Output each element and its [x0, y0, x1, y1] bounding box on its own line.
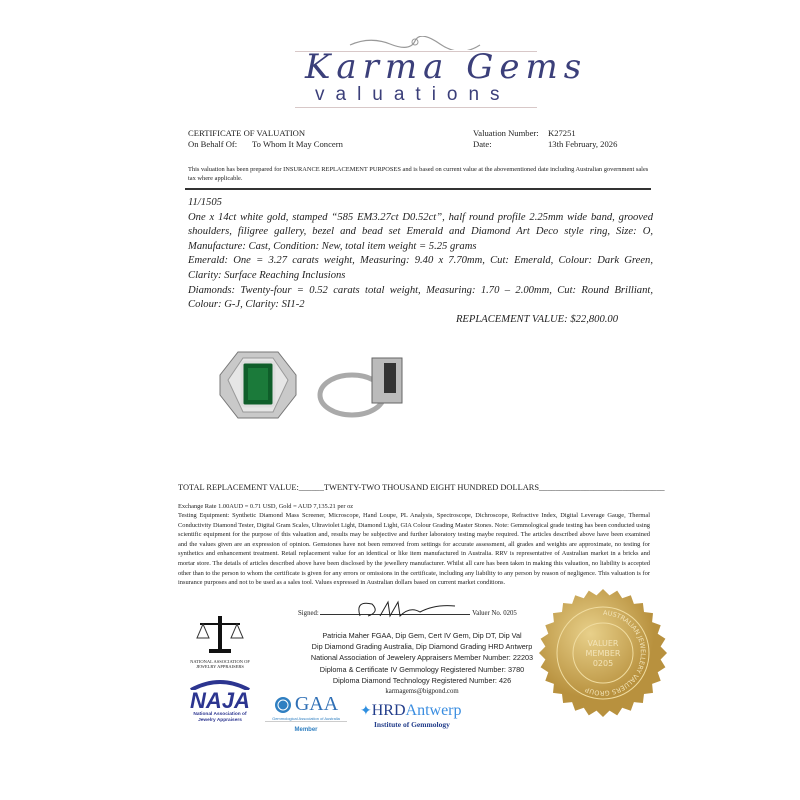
- hrd-antwerp-logo: [360, 702, 462, 729]
- logo: [285, 36, 588, 110]
- gaa-emblem-icon: [274, 696, 292, 714]
- seal-ring-text: AUSTRALIAN JEWELLERY VALUERS GROUP: [584, 608, 647, 698]
- signature-line: [298, 610, 517, 617]
- email: karmagems@bigpond.com: [385, 688, 459, 696]
- credential-line: National Association of Jewelery Appraisers Member Number: 22203: [310, 653, 534, 663]
- naja-wordmark: NAJA: [190, 688, 250, 713]
- gaa-member-label: Member: [294, 727, 318, 733]
- terms-and-conditions: Testing Equipment: Synthetic Diamond Mass Screener, Microscope, Hand Loupe, PL Analysis, Spectroscope, Dichroscope, Refractive Index, Digital Leverage Gauge, Thermal Conductivity Diamond Tester, Digital Gram Scales, Ultraviolet Light, Diamond Light, GIA Colour Grading Master Stones. Note: Gemmological grade testing has been conducted using scientific equipment for the purpose of this valuation and, results may be subjective and further laboratory testing maybe required. The articles described above have been examined and the values given are an expression of opinion. Gemstones have not been removed from settings for accurate assessment, all grades and weights are approximate, no testing for synthetics and enhancement treatment. Retail replacement value for an identical or like item manufactured in Australia. RRV is representative of Australian market in a bricks and mortar store. The details of articles described above have been disclosed by the jewellery manufacturer. Whilst all care has been taken in making this valuation, no liability is accepted other than to the person to whom the certificate is given for any errors or omissions in the certificate, including any liability to any person by reason of negligence. This valuation is for insurance purposes and not to be used as a sales tool. Values expressed in Australian dollars based on current market conditions.: [178, 512, 650, 587]
- item-description: One x 14ct white gold, stamped “585 EM3.27ct D0.52ct”, half round profile 2.25mm wide band, grooved shoulders, filigree gallery, bezel and bead set Emerald and Diamond Art Deco style ring, Size: O, Manufacture: Cast, Condition: New, total item weight = 5.25 grams: [188, 211, 653, 252]
- total-replacement-value: [178, 483, 665, 492]
- behalf-label: On Behalf Of:: [188, 139, 238, 149]
- valuation-number: K27251: [548, 128, 576, 138]
- disclaimer: This valuation has been prepared for INSURANCE REPLACEMENT PURPOSES and is based on current value at the abovementioned date including Australian government sales tax where applicable.: [188, 166, 649, 182]
- gaa-wordmark: GAA: [294, 693, 339, 715]
- exchange-rate: Exchange Rate 1.00AUD = 0.71 USD, Gold = AUD 7,135.21 per oz: [178, 503, 354, 510]
- signed-label: Signed:: [298, 610, 319, 617]
- valuer-number: Valuer No. 0205: [472, 610, 517, 617]
- gaa-logo: [265, 693, 347, 733]
- naja-caption: National Association of Jewelry Appraisers: [193, 712, 247, 723]
- naja-scales-caption: NATIONAL ASSOCIATION OF JEWELRY APPRAISERS: [190, 659, 250, 669]
- total-label: TOTAL REPLACEMENT VALUE:______: [178, 483, 324, 492]
- scales-icon: [195, 612, 245, 654]
- valuation-number-label: Valuation Number:: [473, 128, 539, 138]
- credential-line: Diploma & Certificate IV Gemmology Registered Number: 3780: [319, 664, 525, 674]
- valuer-credentials: [292, 630, 552, 697]
- total-words: TWENTY-TWO THOUSAND EIGHT HUNDRED DOLLARS______________________________: [323, 483, 665, 492]
- logo-brand: Karma Gems: [305, 47, 588, 87]
- signature-image: [350, 598, 460, 620]
- credential-line: Dip Diamond Grading Australia, Dip Diamond Grading HRD Antwerp: [311, 642, 533, 652]
- hrd-caption: Institute of Gemmology: [374, 720, 450, 729]
- emerald-details: Emerald: One = 3.27 carats weight, Measuring: 9.40 x 7.70mm, Cut: Emerald, Colour: Dark Green, Clarity: Surface Reaching Inclusions: [188, 255, 653, 281]
- behalf-value: To Whom It May Concern: [252, 139, 343, 149]
- hrd-wordmark: HRD: [371, 702, 406, 719]
- credential-line: Diploma Diamond Technology Registered Number: 426: [332, 675, 512, 685]
- divider: [185, 188, 651, 190]
- naja-scales-logo: [185, 612, 255, 669]
- replacement-value: REPLACEMENT VALUE: $22,800.00: [455, 313, 618, 325]
- item-code: 11/1505: [188, 197, 222, 208]
- gaa-caption: Gemmological Association of Australia: [265, 716, 347, 722]
- hrd-city: Antwerp: [405, 702, 462, 719]
- seal-center-text: VALUER MEMBER 0205: [585, 639, 621, 668]
- logo-subtitle: valuations: [315, 84, 511, 105]
- ring-front-image: [218, 350, 298, 420]
- date-label: Date:: [473, 139, 492, 149]
- diamond-details: Diamonds: Twenty-four = 0.52 carats total weight, Measuring: 1.70 – 2.00mm, Cut: Round Brilliant, Colour: G-J, Clarity: SI1-2: [188, 284, 653, 311]
- date-value: 13th February, 2026: [548, 139, 618, 149]
- item-description-block: [188, 196, 653, 327]
- ring-side-image: [312, 355, 407, 420]
- certificate-title: CERTIFICATE OF VALUATION: [188, 128, 306, 138]
- gold-seal: [538, 588, 668, 718]
- credential-line: Patricia Maher FGAA, Dip Gem, Cert IV Gem, Dip DT, Dip Val: [322, 631, 522, 640]
- naja-logo: [185, 678, 255, 724]
- star-icon: ✦: [360, 704, 372, 719]
